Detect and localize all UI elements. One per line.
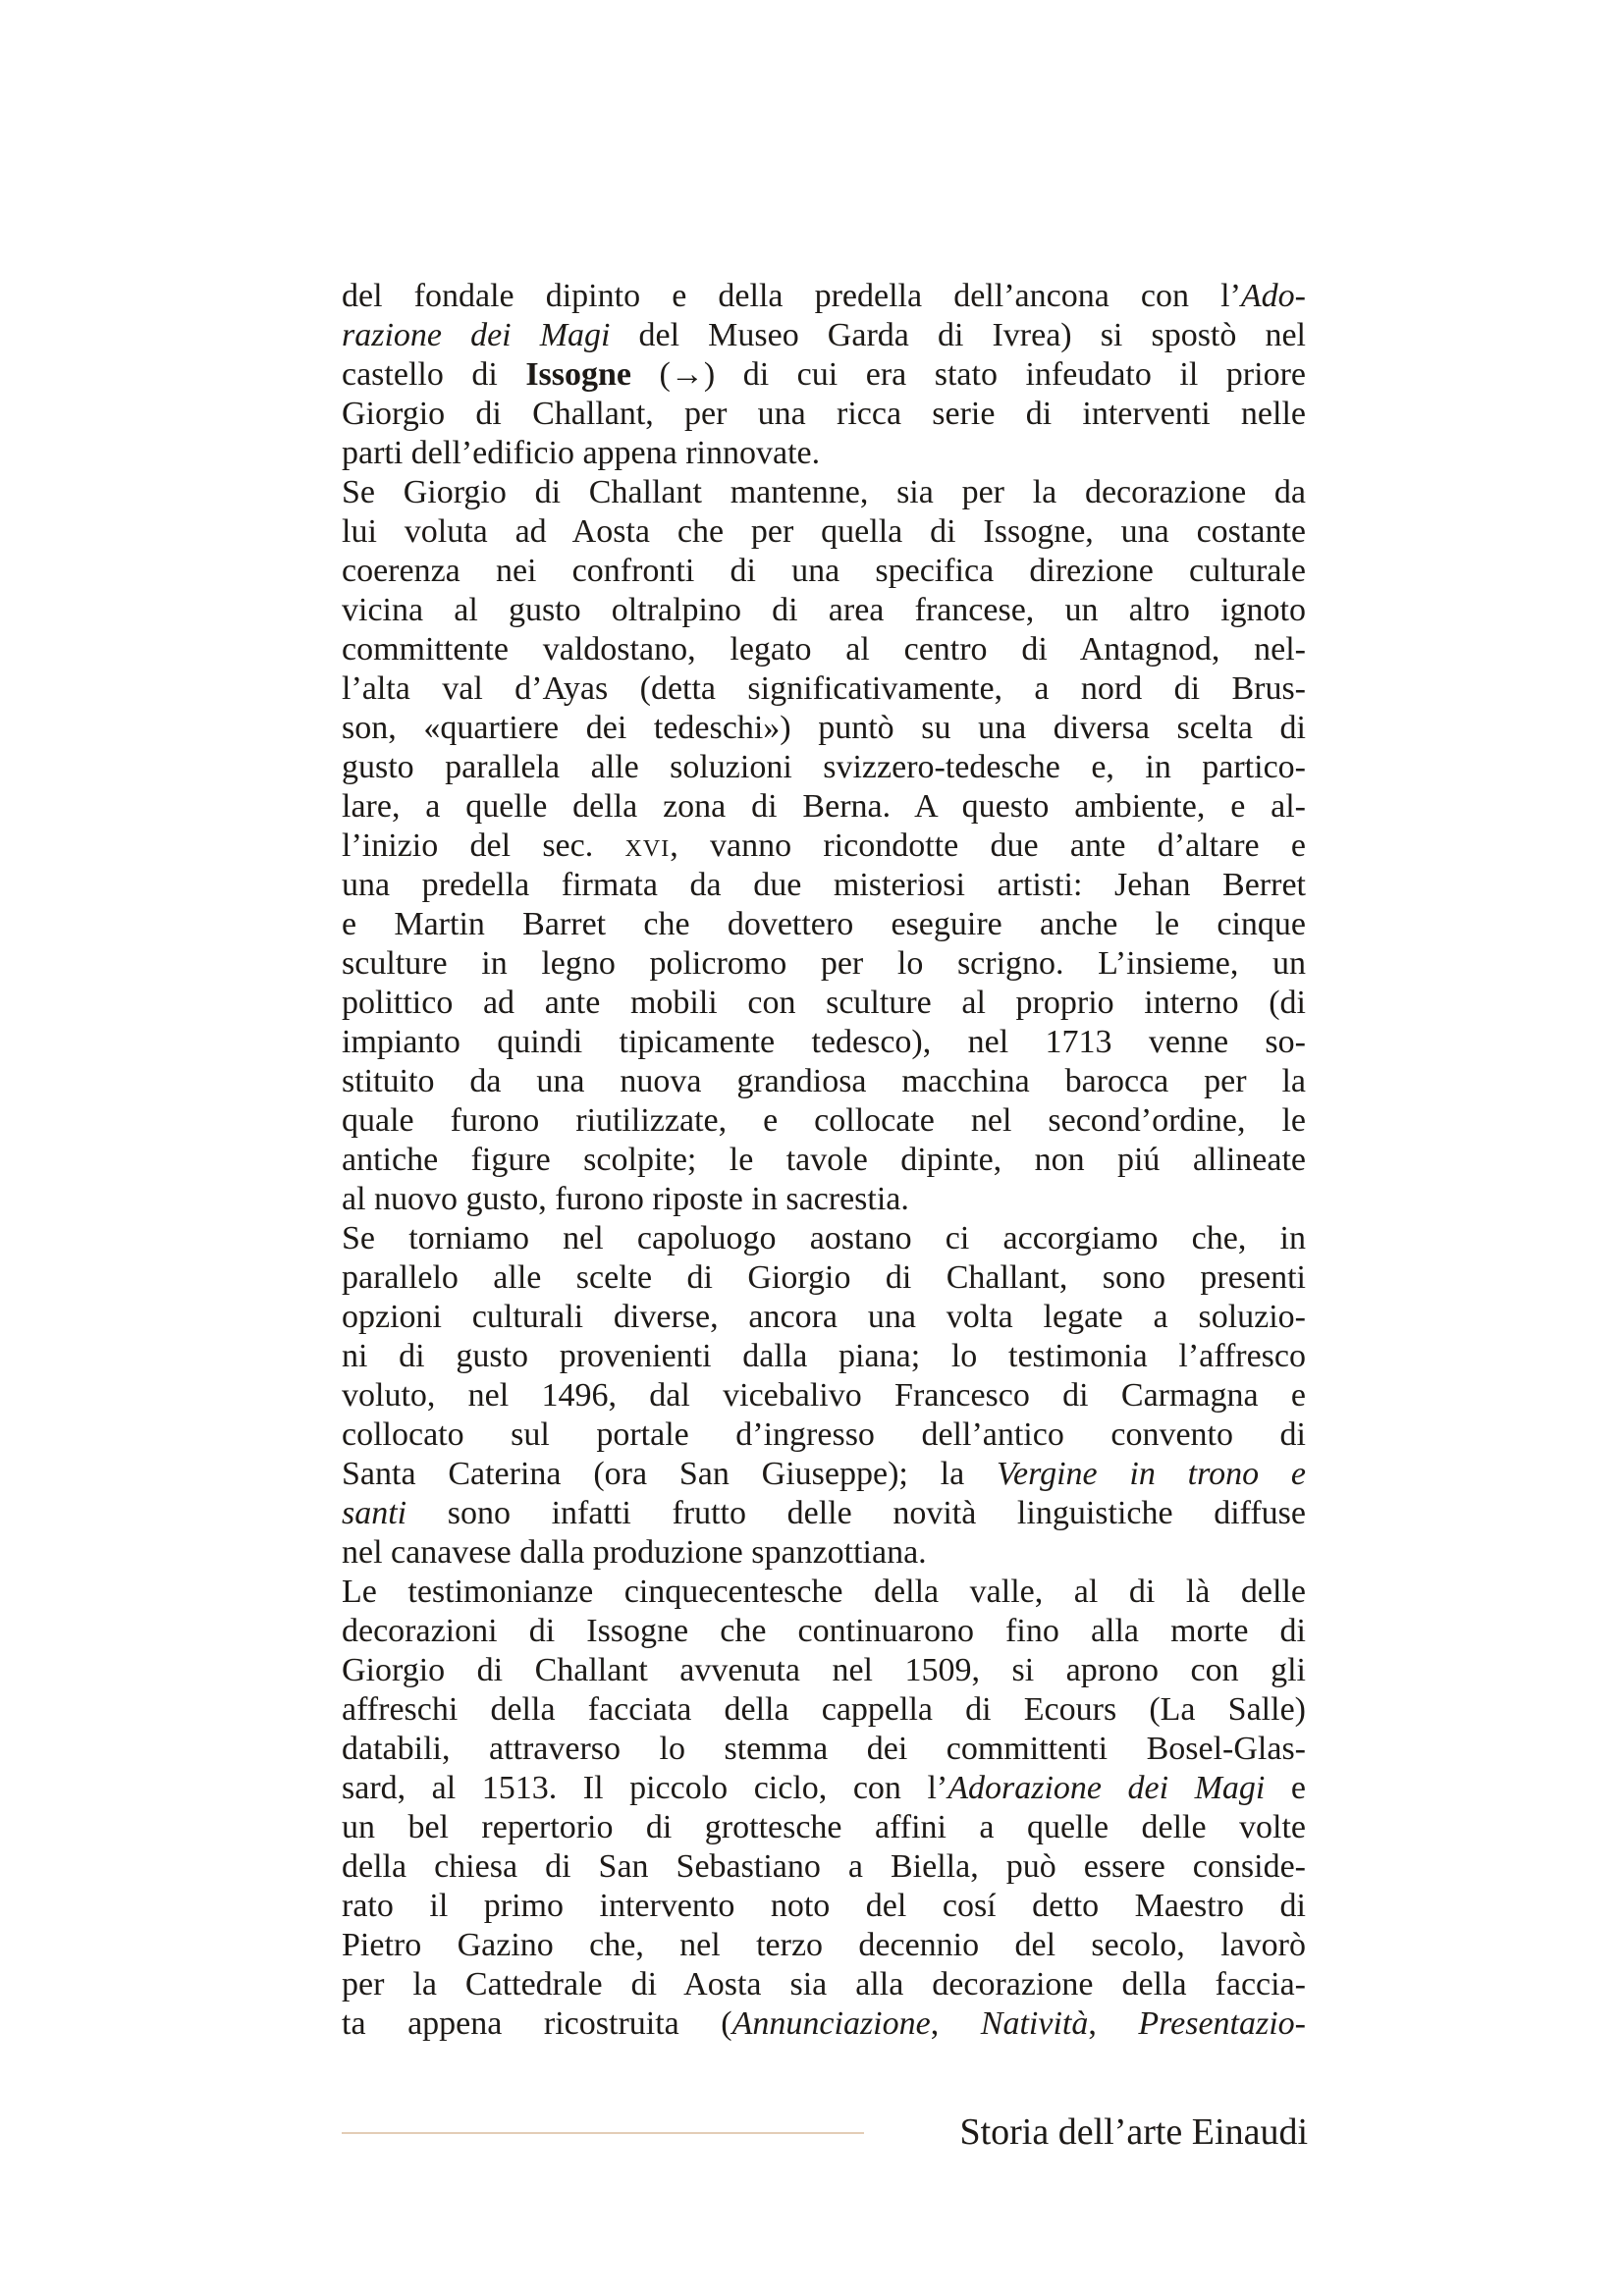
text-line	[342, 827, 1306, 866]
text-line	[342, 512, 1306, 552]
text-line	[342, 1690, 1306, 1730]
text-segment: rato il primo intervento noto del cosí detto Maestro di	[342, 1888, 1306, 1924]
text-line	[342, 1415, 1306, 1455]
text-line	[342, 1612, 1306, 1651]
text-segment: ,	[930, 2005, 981, 2042]
text-segment: razione dei Magi	[342, 317, 611, 353]
text-segment: decorazioni di Issogne che continuarono fino alla morte di	[342, 1613, 1306, 1649]
text-segment: una predella firmata da due misteriosi artisti: Jehan Berret	[342, 867, 1306, 903]
text-line	[342, 709, 1306, 748]
text-segment: Natività	[980, 2005, 1089, 2042]
text-line	[342, 1847, 1306, 1887]
text-line	[342, 866, 1306, 905]
text-segment: coerenza nei confronti di una specifica direzione culturale	[342, 553, 1306, 589]
text-segment: (→) di cui era stato infeudato il priore	[631, 356, 1306, 393]
text-segment: ta appena ricostruita (	[342, 2005, 732, 2042]
text-line	[342, 630, 1306, 669]
text-segment: Pietro Gazino che, nel terzo decennio del secolo, lavorò	[342, 1927, 1306, 1963]
text-segment: al nuovo gusto, furono riposte in sacrestia.	[342, 1181, 909, 1217]
text-segment: polittico ad ante mobili con sculture al proprio interno (di	[342, 985, 1306, 1021]
text-segment: Giorgio di Challant, per una ricca serie di interventi nelle	[342, 396, 1306, 432]
text-segment: lare, a quelle della zona di Berna. A questo ambiente, e al-	[342, 788, 1306, 825]
text-segment: Vergine in trono e	[997, 1456, 1306, 1492]
text-line	[342, 1376, 1306, 1415]
text-segment: Se Giorgio di Challant mantenne, sia per la decorazione da	[342, 474, 1306, 510]
text-segment: Se torniamo nel capoluogo aostano ci accorgiamo che, in	[342, 1220, 1306, 1256]
text-segment: opzioni culturali diverse, ancora una volta legate a soluzio-	[342, 1299, 1306, 1335]
text-segment: un bel repertorio di grottesche affini a quelle delle volte	[342, 1809, 1306, 1845]
text-segment: committente valdostano, legato al centro di Antagnod, nel-	[342, 631, 1306, 667]
text-line	[342, 1455, 1306, 1494]
text-line	[342, 1141, 1306, 1180]
text-line	[342, 1258, 1306, 1298]
text-line	[342, 473, 1306, 512]
text-line	[342, 1298, 1306, 1337]
text-segment: e Martin Barret che dovettero eseguire anche le cinque	[342, 906, 1306, 942]
text-line	[342, 316, 1306, 355]
text-line	[342, 552, 1306, 591]
text-segment: stituito da una nuova grandiosa macchina barocca per la	[342, 1063, 1306, 1099]
text-segment: antiche figure scolpite; le tavole dipinte, non piú allineate	[342, 1142, 1306, 1178]
text-line	[342, 1337, 1306, 1376]
text-segment: sard, al 1513. Il piccolo ciclo, con l’	[342, 1770, 948, 1806]
text-segment: del fondale dipinto e della predella dell’ancona con l’	[342, 278, 1241, 314]
text-segment: parallelo alle scelte di Giorgio di Challant, sono presenti	[342, 1259, 1306, 1296]
text-line	[342, 787, 1306, 827]
text-segment: castello di	[342, 356, 526, 393]
footer-title: Storia dell’arte Einaudi	[959, 2111, 1308, 2153]
text-line	[342, 984, 1306, 1023]
text-line	[342, 748, 1306, 787]
text-segment: e	[1265, 1770, 1306, 1806]
text-line	[342, 1494, 1306, 1533]
text-segment: Ado-	[1240, 278, 1306, 314]
text-line	[342, 434, 1306, 473]
text-segment: databili, attraverso lo stemma dei committenti Bosel-Glas-	[342, 1731, 1306, 1767]
text-line	[342, 591, 1306, 630]
text-segment: lui voluta ad Aosta che per quella di Issogne, una costante	[342, 513, 1306, 550]
text-segment: vicina al gusto oltralpino di area francese, un altro ignoto	[342, 592, 1306, 628]
text-line	[342, 1808, 1306, 1847]
text-line	[342, 395, 1306, 434]
text-segment: per la Cattedrale di Aosta sia alla decorazione della faccia-	[342, 1966, 1306, 2002]
text-segment: Issogne	[525, 356, 632, 393]
text-segment: Le testimonianze cinquecentesche della valle, al di là delle	[342, 1574, 1306, 1610]
text-segment: Presentazio-	[1138, 2005, 1306, 2042]
text-segment: gusto parallela alle soluzioni svizzero-tedesche e, in partico-	[342, 749, 1306, 785]
text-segment: l’inizio del sec.	[342, 828, 625, 864]
text-segment: nel canavese dalla produzione spanzottiana.	[342, 1534, 927, 1571]
text-segment: l’alta val d’Ayas (detta significativamente, a nord di Brus-	[342, 670, 1306, 707]
text-segment: son, «quartiere dei tedeschi») puntò su una diversa scelta di	[342, 710, 1306, 746]
text-line	[342, 1219, 1306, 1258]
text-segment: affreschi della facciata della cappella di Ecours (La Salle)	[342, 1691, 1306, 1728]
text-segment: Santa Caterina (ora San Giuseppe); la	[342, 1456, 998, 1492]
text-line	[342, 669, 1306, 709]
text-segment: collocato sul portale d’ingresso dell’antico convento di	[342, 1416, 1306, 1453]
text-segment: della chiesa di San Sebastiano a Biella, può essere conside-	[342, 1848, 1306, 1885]
text-segment: Giorgio di Challant avvenuta nel 1509, si aprono con gli	[342, 1652, 1306, 1688]
text-segment: Adorazione dei Magi	[947, 1770, 1266, 1806]
text-segment: sculture in legno policromo per lo scrigno. L’insieme, un	[342, 945, 1306, 982]
text-line	[342, 1965, 1306, 2004]
text-segment: santi	[342, 1495, 407, 1531]
text-line	[342, 944, 1306, 984]
text-line	[342, 1062, 1306, 1101]
text-line	[342, 905, 1306, 944]
text-segment: Annunciazione	[731, 2005, 931, 2042]
text-line	[342, 1023, 1306, 1062]
text-segment: sono infatti frutto delle novità linguistiche diffuse	[406, 1495, 1306, 1531]
text-line	[342, 355, 1306, 395]
text-line	[342, 1887, 1306, 1926]
body-text	[342, 277, 1306, 2044]
text-line	[342, 1769, 1306, 1808]
text-segment: del Museo Garda di Ivrea) si spostò nel	[610, 317, 1306, 353]
text-segment: ni di gusto provenienti dalla piana; lo testimonia l’affresco	[342, 1338, 1306, 1374]
text-line	[342, 1926, 1306, 1965]
text-line	[342, 2004, 1306, 2044]
text-segment: , vanno ricondotte due ante d’altare e	[670, 828, 1306, 864]
footer-rule	[342, 2132, 864, 2134]
text-line	[342, 1730, 1306, 1769]
text-line	[342, 1573, 1306, 1612]
text-line	[342, 277, 1306, 316]
text-line	[342, 1101, 1306, 1141]
text-segment: voluto, nel 1496, dal vicebalivo Francesco di Carmagna e	[342, 1377, 1306, 1414]
text-line	[342, 1651, 1306, 1690]
text-line	[342, 1180, 1306, 1219]
text-segment: ,	[1088, 2005, 1139, 2042]
text-segment: xvi	[624, 828, 671, 864]
text-segment: parti dell’edificio appena rinnovate.	[342, 435, 821, 471]
text-line	[342, 1533, 1306, 1573]
text-segment: impianto quindi tipicamente tedesco), nel 1713 venne so-	[342, 1024, 1306, 1060]
text-segment: quale furono riutilizzate, e collocate nel second’ordine, le	[342, 1102, 1306, 1139]
